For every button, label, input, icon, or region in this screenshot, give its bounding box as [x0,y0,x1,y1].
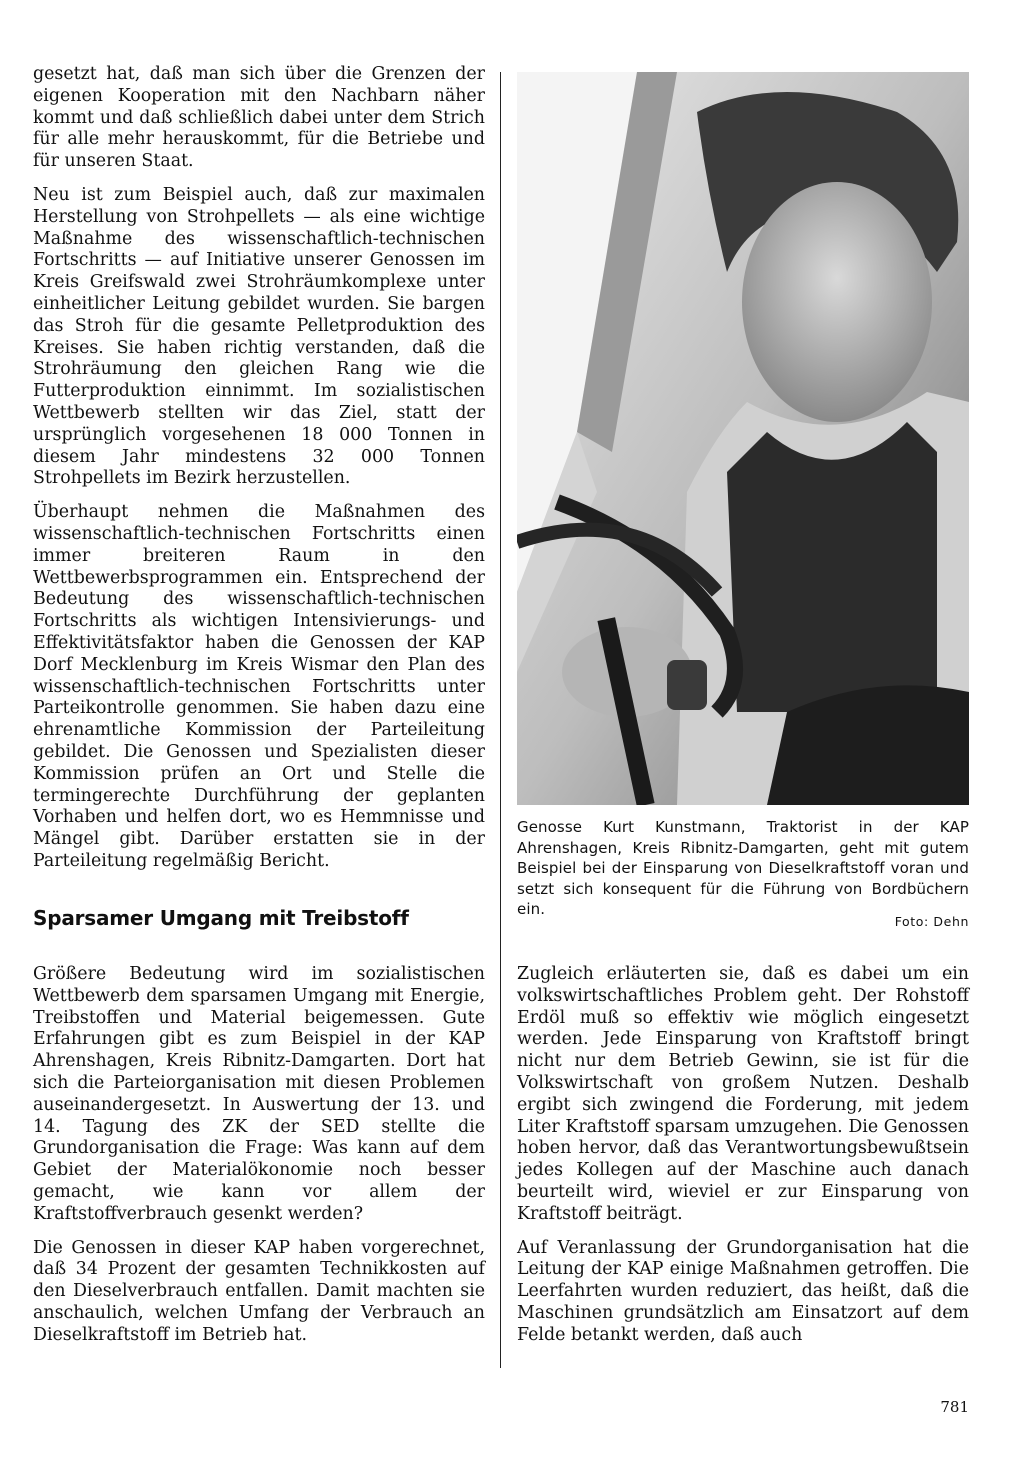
photo-credit: Foto: Dehn [894,914,969,929]
right-column-bottom [517,964,969,1359]
wristwatch [667,660,707,710]
section-heading: Sparsamer Umgang mit Treibstoff [33,906,409,930]
paragraph: Zugleich erläuterten sie, daß es dabei um ein volkswirtschaftliches Problem geht. Der Rohstoff Erdöl muß so effektiv wie möglich eingesetzt werden. Jede Einsparung von Kraftstoff bringt nicht nur dem Betrieb Gewinn, sie ist für die Volkswirtschaft von großem Nutzen. Deshalb ergibt sich zwingend die Forderung, mit jedem Liter Kraftstoff sparsam umzugehen. Die Genossen hoben hervor, daß das Verantwortungsbewußtsein jedes Kollegen auf der Maschine auch danach beurteilt wird, wieviel er zur Einsparung von Kraftstoff beiträgt. [517,964,969,1224]
paragraph: gesetzt hat, daß man sich über die Grenzen der eigenen Kooperation mit den Nachbarn näher kommt und daß schließlich dabei unter dem Strich für alle mehr herauskommt, für die Betriebe und für unseren Staat. [33,64,485,172]
paragraph: Auf Veranlassung der Grundorganisation hat die Leitung der KAP einige Maßnahmen getroffen. Die Leerfahrten wurden reduziert, das heißt, daß die Maschinen grundsätzlich am Einsatzort auf dem Felde betankt werden, daß auch [517,1237,969,1345]
paragraph: Die Genossen in dieser KAP haben vorgerechnet, daß 34 Prozent der gesamten Technikkosten auf den Dieselverbrauch entfallen. Damit machten sie anschaulich, welchen Umfang der Verbrauch an Dieselkraftstoff im Betrieb hat. [33,1237,485,1345]
tank-top [727,422,937,712]
face [742,182,932,422]
left-column-bottom [33,964,485,1359]
paragraph: Neu ist zum Beispiel auch, daß zur maximalen Herstellung von Strohpellets — als eine wichtige Maßnahme des wissenschaftlich-technischen Fortschritts — auf Initiative unserer Genossen im Kreis Greifswald zwei Strohräumkomplexe unter einheitlicher Leitung gebildet wurden. Sie bargen das Stroh für die gesamte Pelletproduktion des Kreises. Sie haben richtig verstanden, daß die Strohräumung den gleichen Rang wie die Futterproduktion einnimmt. Im sozialistischen Wettbewerb stellten wir das Ziel, statt der ursprünglich vorgesehenen 18 000 Tonnen in diesem Jahr mindestens 32 000 Tonnen Strohpellets im Bezirk herzustellen. [33,184,485,489]
photo-caption: Genosse Kurt Kunstmann, Traktorist in der KAP Ahrenshagen, Kreis Ribnitz-Damgarten, geht mit gutem Beispiel bei der Einsparung von Dieselkraftstoff voran und setzt sich konsequent für die Führung von Bordbüchern ein. [517,818,969,918]
page-number: 781 [940,1398,969,1416]
tractor-driver-photo [517,72,969,805]
photo-illustration [517,72,969,805]
paragraph: Größere Bedeutung wird im sozialistischen Wettbewerb dem sparsamen Umgang mit Energie, Treibstoffen und Material beigemessen. Gute Erfahrungen gibt es zum Beispiel in der KAP Ahrenshagen, Kreis Ribnitz-Damgarten. Dort hat sich die Parteiorganisation mit diesen Problemen auseinandergesetzt. In Auswertung der 13. und 14. Tagung des ZK der SED stellte die Grundorganisation die Frage: Was kann auf dem Gebiet der Materialökonomie noch besser gemacht, wie kann vor allem der Kraftstoffverbrauch gesenkt werden? [33,964,485,1224]
column-divider [500,72,501,1368]
left-column-top [33,64,485,885]
paragraph: Überhaupt nehmen die Maßnahmen des wissenschaftlich-technischen Fortschritts einen immer breiteren Raum in den Wettbewerbsprogrammen ein. Entsprechend der Bedeutung des wissenschaftlich-technischen Fortschritts als wichtigen Intensivierungs- und Effektivitätsfaktor haben die Genossen der KAP Dorf Mecklenburg im Kreis Wismar den Plan des wissenschaftlich-technischen Fortschritts unter Parteikontrolle genommen. Sie haben dazu eine ehrenamtliche Kommission der Parteileitung gebildet. Die Genossen und Spezialisten dieser Kommission prüfen an Ort und Stelle die termingerechte Durchführung der geplanten Vorhaben und helfen dort, wo es Hemmnisse und Mängel gibt. Darüber erstatten sie in der Parteileitung regelmäßig Bericht. [33,502,485,871]
